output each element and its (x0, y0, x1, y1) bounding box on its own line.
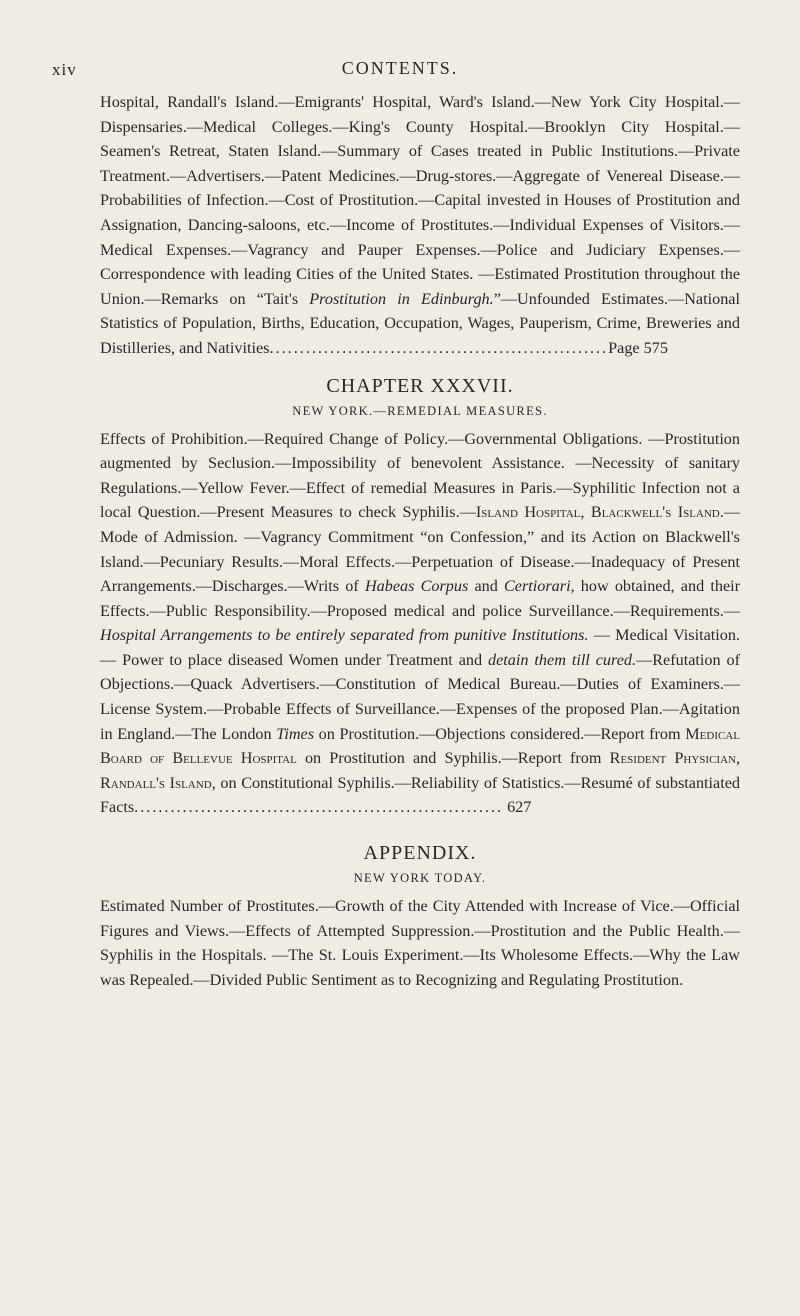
entry-text: Hospital, Randall's Island.—Emigrants' Hospital, Ward's Island.—New York City Hospital.—Dispensaries.—Medical Colleges.—King's County Hospital.—Brooklyn City Hospital.—Seamen's Retreat, Staten Island.—Summary of Cases treated in Public Institutions.—Private Treatment.—Advertisers.—Patent Medicines.—Drug-stores.—Aggregate of Venereal Disease.—Probabilities of Infection.—Cost of Prostitution.—Capital invested in Houses of Prostitution and Assignation, Dancing-saloons, etc.—Income of Prostitutes.—Individual Expenses of Visitors.—Medical Expenses.—Vagrancy and Pauper Expenses.—Police and Judiciary Expenses.—Correspondence with leading Cities of the United States. —Estimated Prostitution throughout the Union.—Remarks on “Tait's (100, 93, 740, 308)
entry-italic: detain them till cured. (488, 650, 637, 669)
appendix-section (100, 842, 740, 992)
page-header (0, 48, 800, 78)
page-number: xiv (52, 60, 77, 79)
entry-italic: Habeas Corpus (364, 577, 469, 596)
entry-smallcaps: Medical Board of Bellevue Hospital (100, 724, 741, 768)
entry-text: on Prostitution.—Objections considered.—Report from (314, 724, 686, 743)
entry-text: — Medical Visitation. — Power to place diseased Women under Treatment and (100, 626, 741, 669)
entry-text: , how obtained, and their Effects.—Public Responsibility.—Proposed medical and police Surveillance.—Requirements.— (100, 577, 741, 620)
entry-text: Effects of Prohibition.—Required Change of Policy.—Governmental Obligations. —Prostitution augmented by Seclusion.—Impossibility of benevolent Assistance. —Necessity of sanitary Regulations.—Yellow Fever.—Effect of remedial Measures in Paris.—Syphilitic Infection not a local Question.—Present Measures to check Syphilis.— (100, 429, 740, 522)
chapter-heading: CHAPTER XXXVII. (326, 374, 514, 397)
contents-entry-chapter-37 (100, 427, 740, 821)
entry-text: , on Constitutional Syphilis.—Reliability of Statistics.—Resumé of substantiated Facts (100, 773, 741, 817)
dot-leaders: ............................................................. (134, 798, 504, 817)
contents-entry-chapter-36 (100, 90, 740, 361)
entry-italic: Certiorari (504, 577, 571, 596)
entry-text: —Refutation of Objections.—Quack Advertisers.—Constitution of Medical Bureau.—Duties of Examiners.—License System.—Probable Effects of Surveillance.—Expenses of the proposed Plan.—Agitation in England.—The London (100, 650, 740, 743)
entry-text: .—Mode of Admission. —Vagrancy Commitment “on Confession,” and its Action on Blackwell's Island.—Pecuniary Results.—Moral Effects.—Perpetuation of Disease.—Inadequacy of Present Arrangements.—Discharges.—Writs of (100, 503, 740, 596)
chapter-subheading: NEW YORK.—REMEDIAL MEASURES. (292, 403, 548, 418)
page-reference: 627 (507, 798, 532, 817)
page-reference: Page 575 (608, 338, 668, 357)
entry-smallcaps: Resident Physician, Randall's Island (100, 749, 741, 792)
dot-leaders: ........................................................ (269, 338, 609, 357)
appendix-subheading: NEW YORK TODAY. (353, 871, 487, 886)
entry-italic-title: Prostitution in Edinburgh. (309, 289, 494, 308)
appendix-entry: Estimated Number of Prostitutes.—Growth of the City Attended with Increase of Vice.—Official Figures and Views.—Effects of Attempted Suppression.—Prostitution and the Public Health.—Syphilis in the Hospitals. —The St. Louis Experiment.—Its Wholesome Effects.—Why the Law was Repealed.—Divided Public Sentiment as to Recognizing and Regulating Prostitution. (100, 897, 740, 989)
entry-text: and (468, 577, 504, 596)
appendix-heading: APPENDIX. (363, 842, 477, 865)
entry-smallcaps: Island Hospital, Blackwell's Island (475, 503, 720, 522)
entry-text: on Prostitution and Syphilis.—Report from (296, 749, 610, 768)
entry-italic: Times (276, 724, 315, 743)
running-title: CONTENTS. (341, 58, 459, 78)
entry-italic: Hospital Arrangements to be entirely separated from punitive Institutions. (100, 626, 589, 645)
contents-body (100, 90, 740, 992)
entry-text-cont: ”—Unfounded Estimates.—National Statistics of Population, Births, Education, Occupation, Wages, Pauperism, Crime, Breweries and Distilleries, and Nativities (100, 289, 740, 357)
